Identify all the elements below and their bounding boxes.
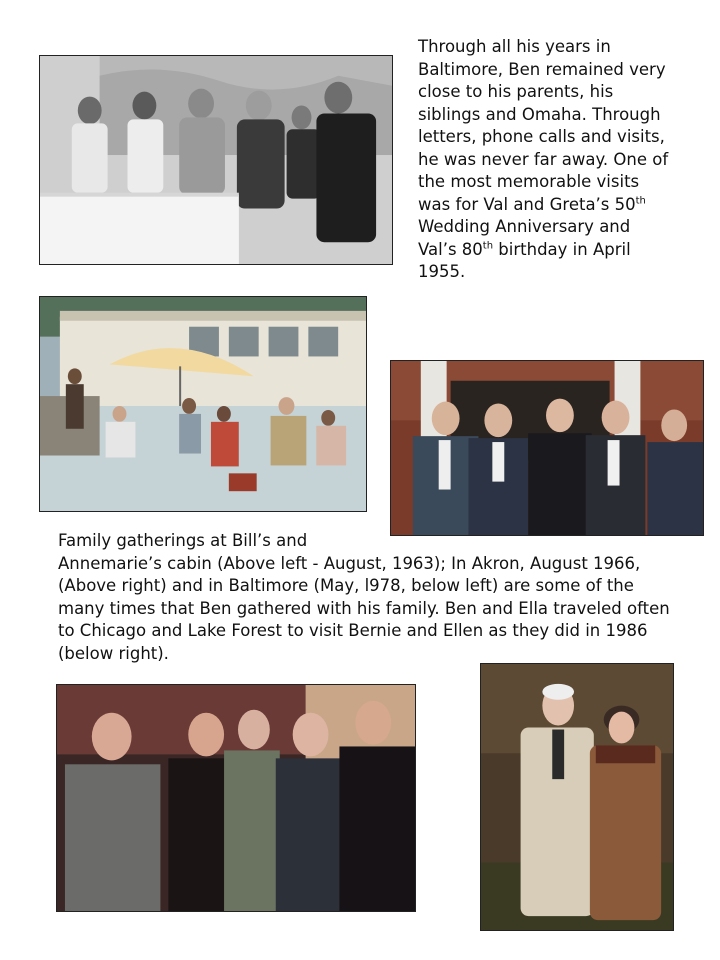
caption-line: siblings and Omaha. Through [418,104,661,124]
caption-line: letters, phone calls and visits, [418,127,665,146]
caption-line: the most memorable visits [418,172,640,191]
caption-line: he was never far away. One of [418,149,669,169]
photo-anniversary-1955 [39,55,393,265]
caption-line: Family gatherings at Bill’s and [58,531,308,550]
caption-line: close to his parents, his [418,82,614,101]
caption-line: to Chicago and Lake Forest to visit Bernie and Ellen as they did in 1986 [58,621,648,640]
photo-akron-1966 [390,360,704,536]
caption-line: Val’s 80th birthday in April [418,239,631,259]
caption-line: Through all his years in [418,37,611,56]
caption-line: (below right). [58,643,169,663]
caption-line: 1955. [418,262,466,281]
photo-cabin-gathering-1963 [39,296,367,512]
caption-line: was for Val and Greta’s 50th [418,194,646,214]
caption-line: (Above right) and in Baltimore (May, l978, below left) are some of the [58,576,634,595]
caption-line: many times that Ben gathered with his family. Ben and Ella traveled often [58,598,670,618]
photo-baltimore-1978 [56,684,416,912]
photo-couple-1986 [480,663,674,931]
caption-baltimore-visits [418,36,708,284]
caption-line: Wedding Anniversary and [418,217,631,236]
caption-line: Annemarie’s cabin (Above left - August, 1963); In Akron, August 1966, [58,553,641,573]
caption-line: Baltimore, Ben remained very [418,59,666,79]
caption-family-gatherings [58,530,713,665]
